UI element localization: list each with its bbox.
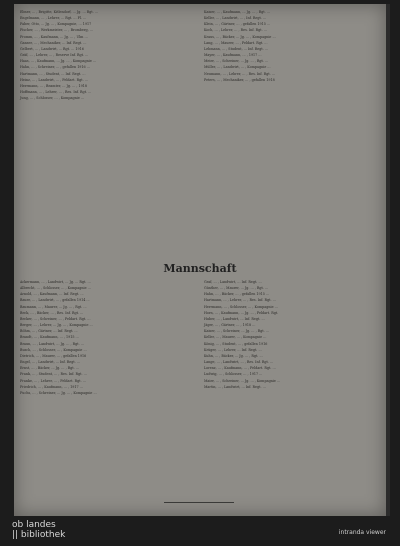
list-item: Hartmann, ... , Lehrer, ... , Res. Inf. Rgt. ...: [204, 298, 276, 303]
viewer-footer: [0, 516, 400, 546]
list-item: Brandt, ... , Kaufmann, ... , 1915 ...: [20, 335, 79, 340]
list-item: Frank, ... , Student, ... , Res. Inf. Rgt. ...: [20, 372, 87, 377]
list-item: Lehmann, ... , Student, ... Inf. Regt. ...: [204, 46, 269, 51]
list-item: Dietrich, ... , Maurer, ... , gefallen 1916: [20, 353, 87, 358]
list-item: Hartmann, ... , Student, ... Inf. Regt. ...: [20, 71, 86, 76]
list-item: Hahn, ... , Bäcker, ... , gefallen 1915 ...: [204, 292, 270, 297]
list-item: Franke, ... , Lehrer, ... , Feldart. Rgt. ...: [20, 378, 86, 383]
list-item: Engelmann, ... , Lehrer, ... Rgt. ... Pl. ...: [20, 16, 87, 21]
logo-line-2: || bibliothek: [12, 530, 66, 540]
list-item: Hahn, ... , Schreiner, ... , gefallen 1916 ...: [20, 65, 90, 70]
list-item: Meier, ... , Schreiner, ... Jg. ... , Rgt. ...: [204, 59, 269, 64]
list-item: Fuchs, ... , Schreiner, ... Jg. ... , Kompagnie ...: [20, 390, 97, 395]
list-item: Peters, ... , Mechaniker, ... , gefallen 1918: [204, 77, 275, 82]
list-item: Ernst, ... , Bäcker, ... Jg. ... , Rgt. ...: [20, 366, 80, 371]
list-item: Kuhn, ... , Bäcker, ... Jg. ... , Rgt. ...: [204, 353, 263, 358]
list-item: Kaiser, ... , Kaufmann, ... Jg. ... , Rgt. ...: [204, 10, 271, 14]
list-item: Gelbert, ... , Landwirt, ... Rgt. ... 1916: [20, 46, 84, 51]
list-item: Haas, ... , Kaufmann, ... Jg. ... , Kompagnie ...: [20, 59, 97, 64]
list-item: Engel, ... , Landwirt, ... Inf. Regt. ...: [20, 360, 81, 365]
list-item: Arnold, ... , Kaufmann, ... Inf. Regt. ...: [20, 292, 84, 297]
list-item: Horn, ... , Kaufmann, ... Jg. ... , Feldart. Rgt.: [204, 310, 279, 315]
list-item: Fischer, ... , Werkmeister, ... , Bromberg, ...: [20, 28, 93, 33]
list-item: Beck, ... , Bäcker, ... , Res. Inf. Rgt. ...: [20, 310, 84, 315]
list-item: Mayer, ... , Kaufmann, ... , 1917 ...: [204, 53, 262, 58]
list-item: Ebner, ... , Brigitte, Kitlendorf, ... Jg. ... Rgt. ...: [20, 10, 99, 14]
bottom-left-column: [20, 280, 196, 397]
list-item: Jäger, ... , Gärtner, ... , 1918 ...: [204, 323, 256, 328]
list-item: Huber, ... , Landwirt, ... Inf. Regt. ...: [204, 316, 265, 321]
page-edge: [386, 4, 390, 516]
list-item: Lang, ... , Maurer, ... , Feldart. Rgt. ...: [204, 40, 268, 45]
logo-line-1: ob landes: [12, 520, 56, 530]
list-item: Albrecht, ... , Schlosser, ... , Kompagnie ...: [20, 286, 91, 291]
list-item: Klein, ... , Gärtner, ... , gefallen 1915 ...: [204, 22, 271, 27]
scanned-page: [14, 4, 386, 516]
list-item: Ackermann, ... , Landwirt, ... Jg. ... Rgt. ...: [20, 280, 91, 284]
list-item: Keller, ... , Maurer, ... , Kompagnie ...: [204, 335, 267, 340]
list-item: Kraus, ... , Bäcker, ... Jg. ... , Kompagnie ...: [204, 34, 276, 39]
list-item: Maier, ... , Schreiner, ... Jg. ... , Kompagnie ...: [204, 378, 281, 383]
closing-rule: [164, 502, 234, 503]
list-item: Bauer, ... , Landwirt, ... , gefallen 1914 ...: [20, 298, 90, 303]
list-item: Lange, ... , Landwirt, ... , Res. Inf. Rgt. ...: [204, 360, 274, 365]
list-item: Baumann, ... , Maurer, ... Jg. ... , Rgt. ...: [20, 304, 87, 309]
list-item: Müller, ... , Landwirt, ... , Kompagnie ...: [204, 65, 271, 70]
list-item: Fromm, ... , Kaufmann, ... Jg. ... , Ulm ...: [20, 34, 88, 39]
bottom-right-column: [204, 280, 380, 391]
list-item: Neumann, ... , Lehrer, ... , Res. Inf. Rgt. ...: [204, 71, 276, 76]
list-item: Kaiser, ... , Schreiner, ... Jg. ... , Rgt. ...: [204, 329, 270, 334]
list-item: Jung, ... , Schlosser, ... , Kompagnie ...: [20, 96, 85, 101]
list-item: König, ... , Student, ... , gefallen 1916: [204, 341, 268, 346]
list-item: Becker, ... , Schreiner, ... , Feldart. Rgt. ...: [20, 316, 91, 321]
library-logo[interactable]: [12, 520, 82, 540]
list-item: Krüger, ... , Lehrer, ... Inf. Regt. ...: [204, 347, 262, 352]
list-item: Günther, ... , Maurer, ... Jg. ... , Rgt. ...: [204, 286, 269, 291]
list-item: Ganser, ... , Mechaniker, ... Inf. Regt. ...: [20, 40, 87, 45]
list-item: Keller, ... , Landwirt, ... , Inf. Regt. ...: [204, 16, 267, 21]
viewer-label: intranda viewer: [338, 529, 386, 536]
list-item: Braun, ... , Landwirt, ... Jg. ... , Rgt. ...: [20, 341, 84, 346]
list-item: Martin, ... , Landwirt, ... Inf. Regt. ...: [204, 384, 266, 389]
list-item: Lorenz, ... , Kaufmann, ... , Feldart. Rgt. ...: [204, 366, 276, 371]
list-item: Gräf, ... , Lehrer, ... , Reserve Inf. Rgt. ...: [20, 53, 89, 58]
list-item: Busch, ... , Schlosser, ... , Kompagnie ...: [20, 347, 87, 352]
list-item: Herrmann, ... , Schlosser, ... , Kompagnie ...: [204, 304, 278, 309]
top-left-column: [20, 10, 196, 102]
list-item: Berger, ... , Lehrer, ... Jg. ... , Kompagnie ...: [20, 323, 93, 328]
list-item: Graf, ... , Landwirt, ... Inf. Regt. ...: [204, 280, 262, 284]
list-item: Herrmann, ... , Beamter, ... Jg. ... , 1918: [20, 83, 88, 88]
top-right-column: [204, 10, 380, 84]
list-item: Friedrich, ... , Kaufmann, ... , 1917 ...: [20, 384, 83, 389]
list-item: Heinz, ... , Landwirt, ... , Feldart. Rgt. ...: [20, 77, 88, 82]
list-item: Hoffmann, ... , Lehrer, ... , Res. Inf. Rgt. ...: [20, 90, 92, 95]
list-item: Ludwig, ... , Schlosser, ... , 1917 ...: [204, 372, 263, 377]
section-title: Mannschaft: [163, 262, 237, 275]
list-item: Faber, Otto, ... Jg. ... , Kompagnie, ... 1917: [20, 22, 92, 27]
list-item: Böhm, ... , Gärtner, ... Inf. Regt. ...: [20, 329, 78, 334]
list-item: Koch, ... , Lehrer, ... , Res. Inf. Rgt. ...: [204, 28, 267, 33]
